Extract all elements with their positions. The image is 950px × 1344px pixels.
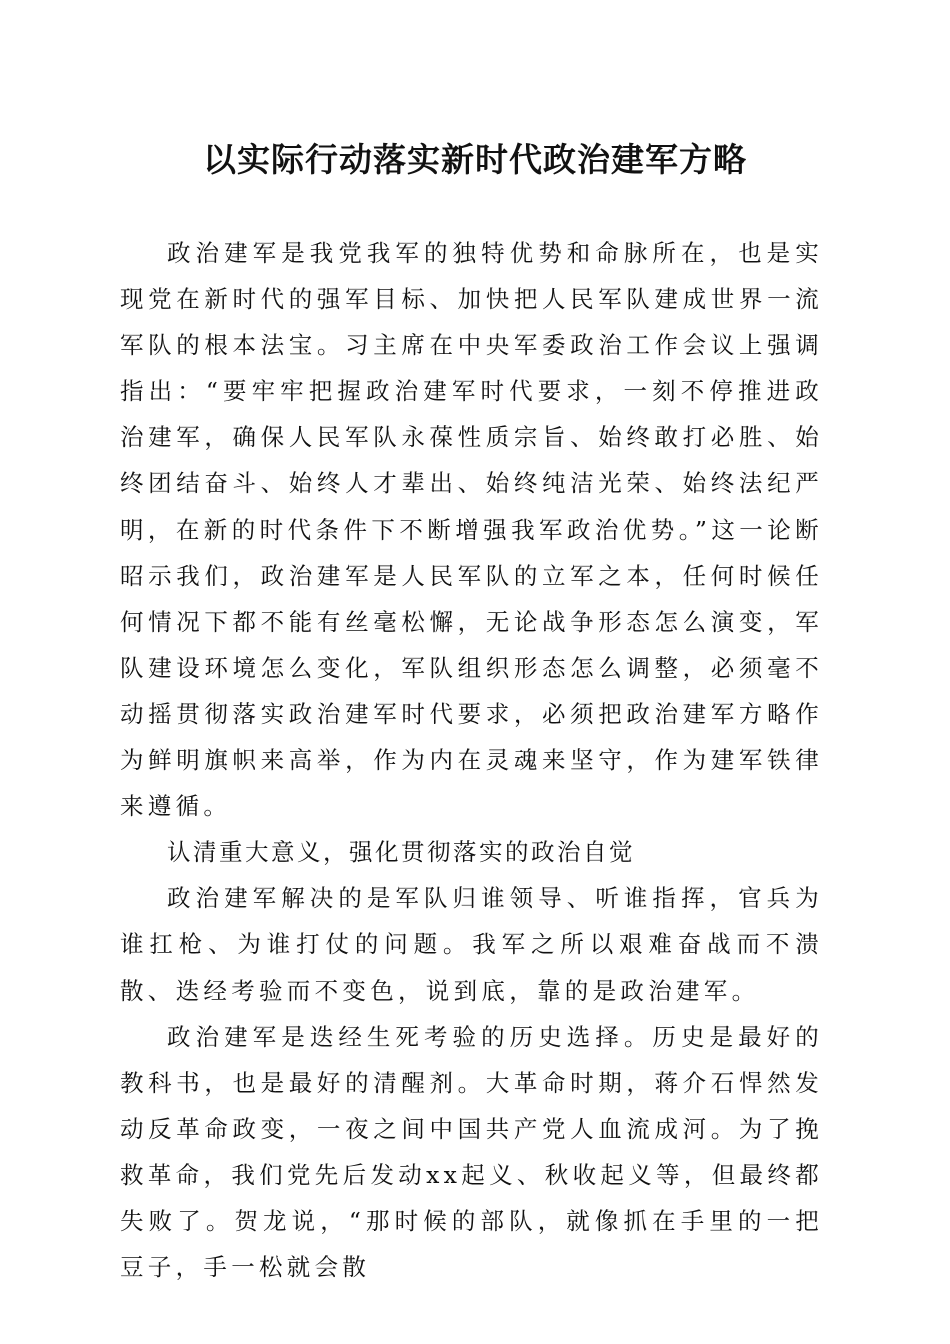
section-heading: 认清重大意义，强化贯彻落实的政治自觉: [167, 838, 635, 867]
document-title: 以实际行动落实新时代政治建军方略: [203, 140, 747, 179]
document-body: [120, 230, 823, 1290]
paragraph-history: 政治建军是迭经生死考验的历史选择。历史是最好的教科书，也是最好的清醒剂。大革命时期，蒋介石悍然发动反革命政变，一夜之间中国共产党人血流成河。为了挽救革命，我们党先后发动xx起义、秋收起义等，但最终都失败了。贺龙说，“那时候的部队，就像抓在手里的一把豆子，手一松就会散: [120, 1022, 823, 1282]
paragraph-intro: 政治建军是我党我军的独特优势和命脉所在，也是实现党在新时代的强军目标、加快把人民军队建成世界一流军队的根本法宝。习主席在中央军委政治工作会议上强调指出：“要牢牢把握政治建军时代要求，一刻不停推进政治建军，确保人民军队永葆性质宗旨、始终敢打必胜、始终团结奋斗、始终人才辈出、始终纯洁光荣、始终法纪严明，在新的时代条件下不断增强我军政治优势。”这一论断昭示我们，政治建军是人民军队的立军之本，任何时候任何情况下都不能有丝毫松懈，无论战争形态怎么演变，军队建设环境怎么变化，军队组织形态怎么调整，必须毫不动摇贯彻落实政治建军时代要求，必须把政治建军方略作为鲜明旗帜来高举，作为内在灵魂来坚守，作为建军铁律来遵循。: [120, 239, 823, 821]
paragraph-significance: 政治建军解决的是军队归谁领导、听谁指挥，官兵为谁扛枪、为谁打仗的问题。我军之所以艰难奋战而不溃散、迭经考验而不变色，说到底，靠的是政治建军。: [120, 884, 823, 1005]
